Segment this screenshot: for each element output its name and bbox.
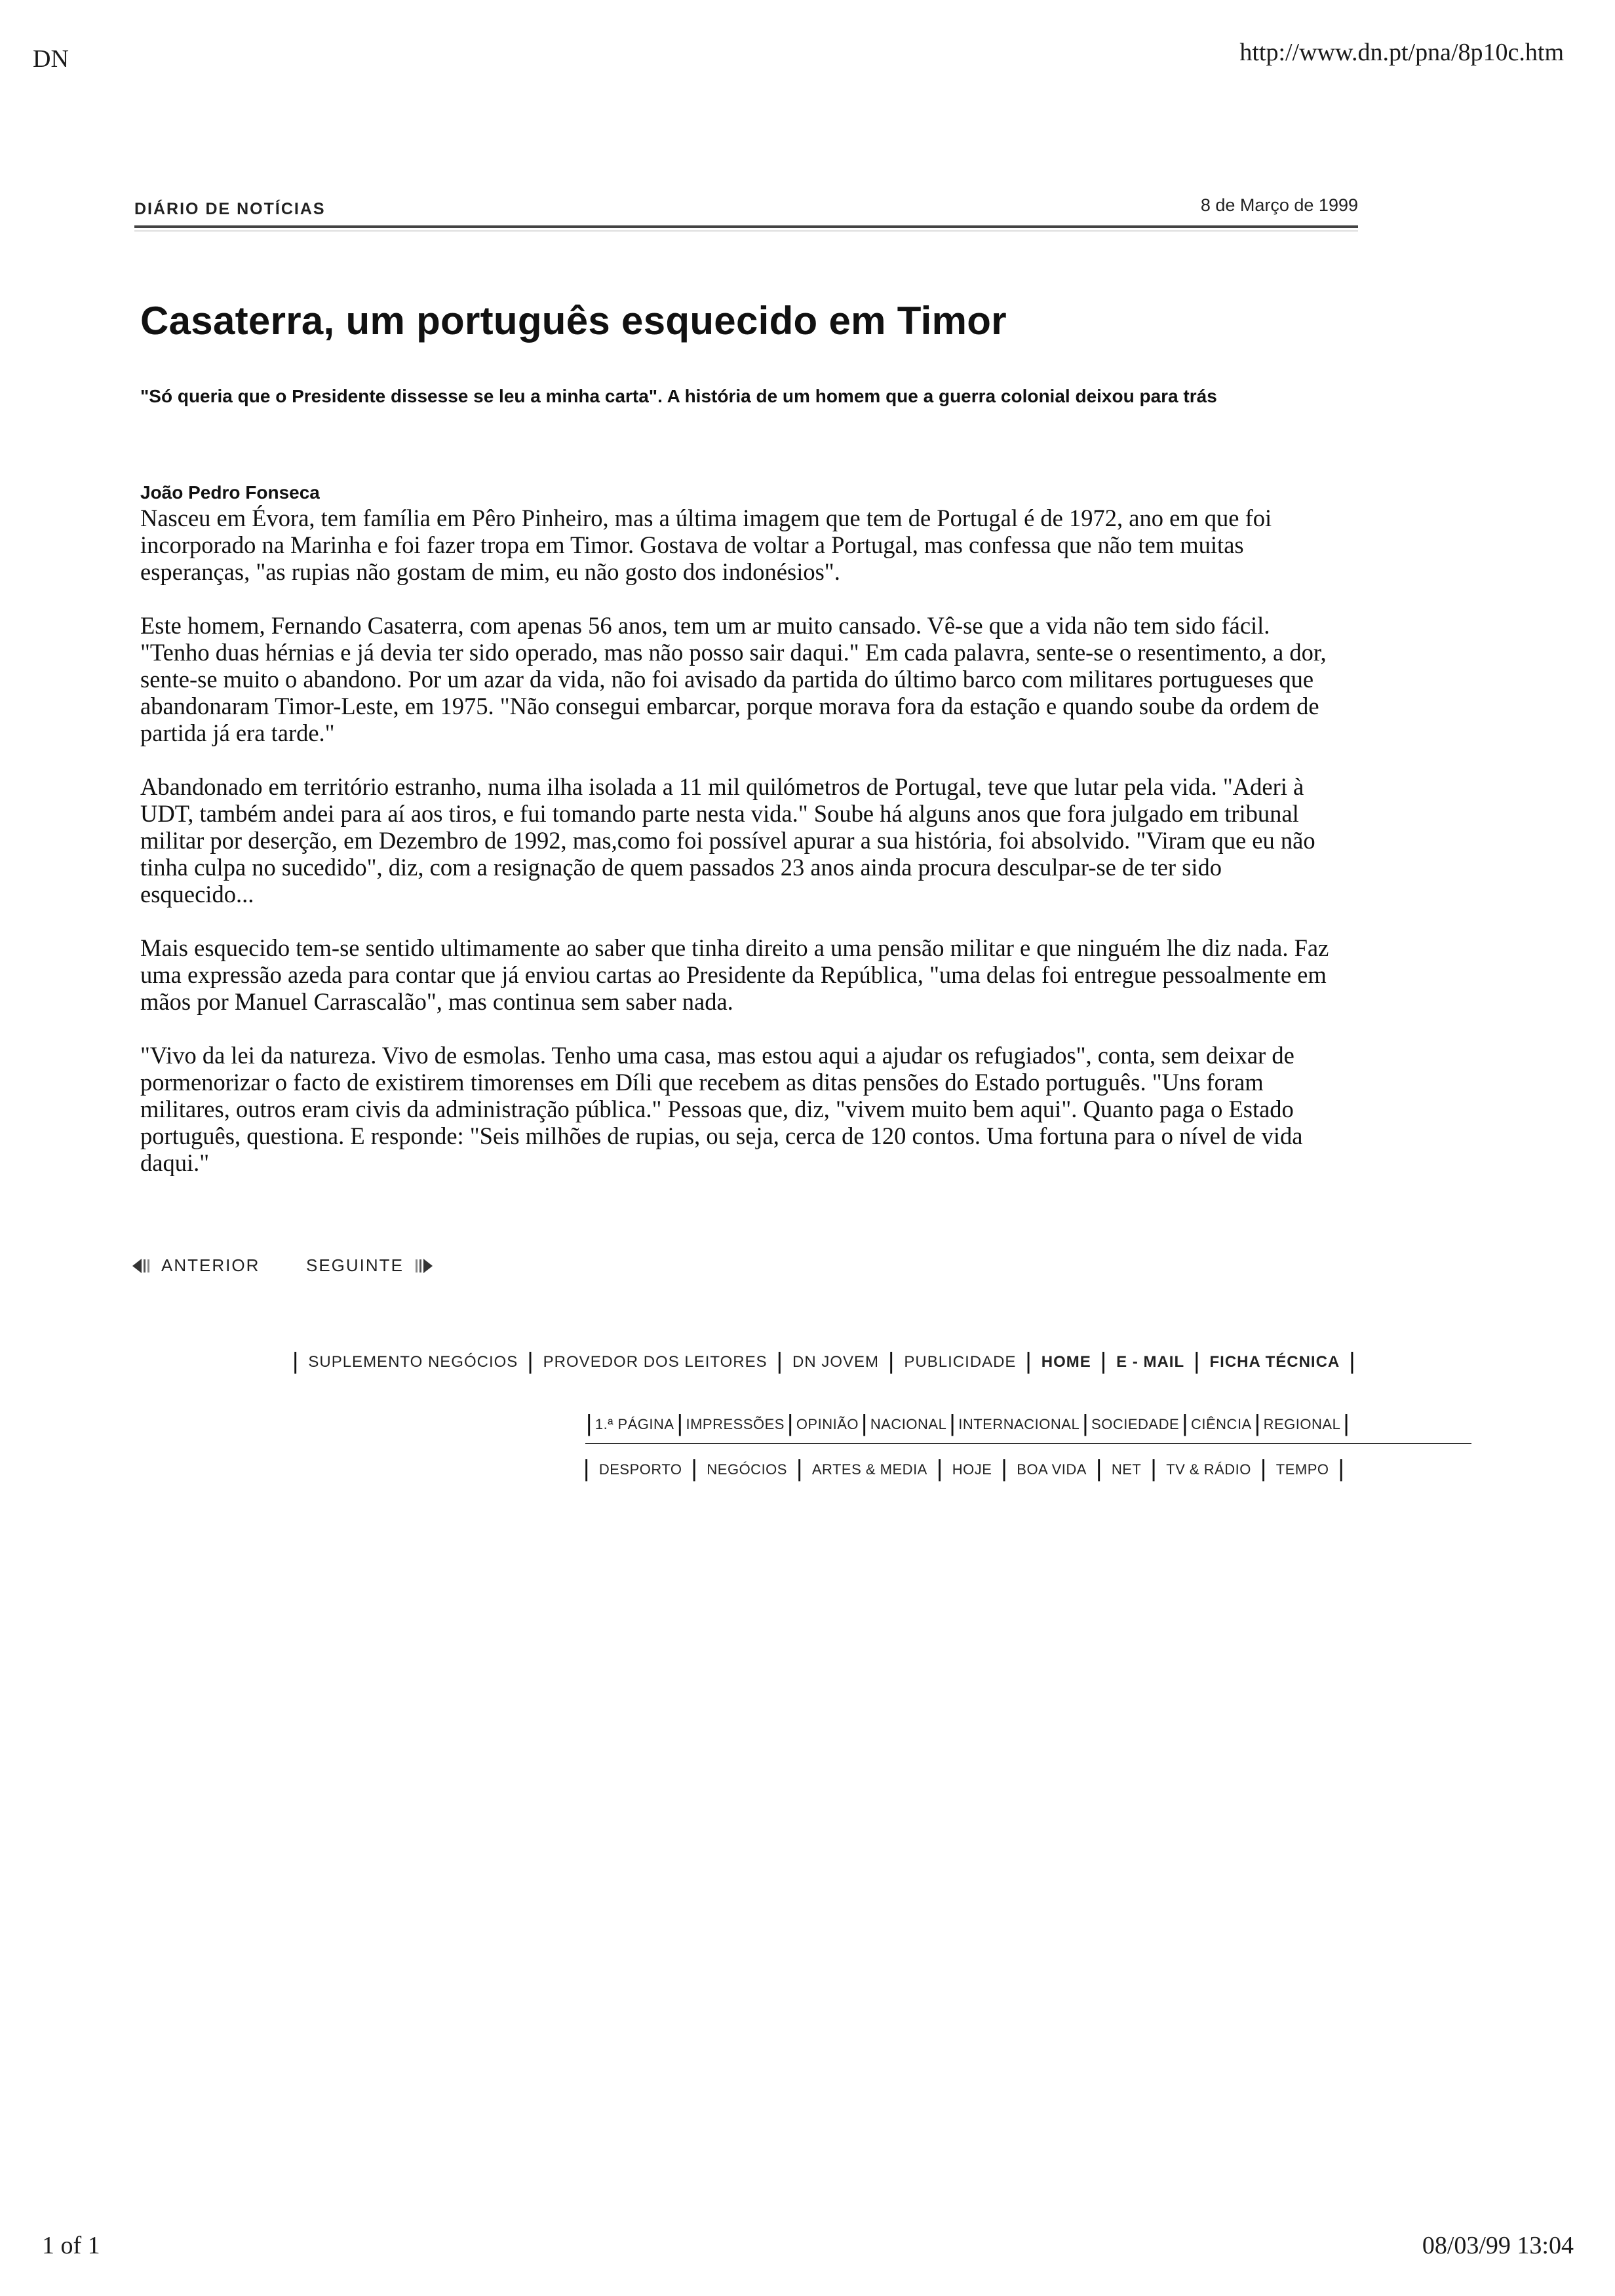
- nav-item-provedor-dos-leitores[interactable]: PROVEDOR DOS LEITORES: [543, 1353, 768, 1371]
- nav-item-dn-jovem[interactable]: DN JOVEM: [792, 1353, 880, 1371]
- masthead-logo[interactable]: DIÁRIO DE NOTÍCIAS: [134, 200, 326, 218]
- nav-item-hoje[interactable]: HOJE: [952, 1461, 992, 1478]
- nav-item-desporto[interactable]: DESPORTO: [598, 1461, 682, 1478]
- article-author: João Pedro Fonseca: [140, 482, 320, 503]
- article-title: Casaterra, um português esquecido em Timor: [140, 299, 1007, 343]
- publication-date: 8 de Março de 1999: [1200, 195, 1358, 215]
- nav-item-publicidade[interactable]: PUBLICIDADE: [904, 1353, 1017, 1371]
- print-page-count: 1 of 1: [42, 2232, 100, 2259]
- nav-item-negocios[interactable]: NEGÓCIOS: [707, 1461, 787, 1478]
- next-label: SEGUINTE: [306, 1255, 404, 1275]
- previous-label: ANTERIOR: [161, 1255, 260, 1275]
- nav-row-primary: | SUPLEMENTO NEGÓCIOS | PROVEDOR DOS LEITORES | DN JOVEM | PUBLICIDADE | HOME | E - MAIL | FICHA TÉCNICA |: [292, 1347, 1356, 1374]
- nav-item-net[interactable]: NET: [1111, 1461, 1142, 1478]
- nav-item-nacional[interactable]: NACIONAL: [870, 1416, 947, 1432]
- nav-divider: [585, 1443, 1471, 1444]
- nav-item-tempo[interactable]: TEMPO: [1275, 1461, 1329, 1478]
- nav-item-regional[interactable]: REGIONAL: [1263, 1416, 1341, 1432]
- masthead-rule: [134, 225, 1358, 228]
- nav-item-boa-vida[interactable]: BOA VIDA: [1017, 1461, 1087, 1478]
- nav-item-internacional[interactable]: INTERNACIONAL: [958, 1416, 1080, 1432]
- print-site-label: DN: [33, 45, 69, 73]
- nav-item-sociedade[interactable]: SOCIEDADE: [1091, 1416, 1180, 1432]
- next-link[interactable]: [306, 1255, 434, 1276]
- article-body: [140, 505, 1340, 1203]
- nav-item-email[interactable]: E - MAIL: [1116, 1353, 1185, 1371]
- nav-item-home[interactable]: HOME: [1041, 1353, 1091, 1371]
- arrow-left-icon: [131, 1256, 153, 1276]
- nav-item-suplemento-negocios[interactable]: SUPLEMENTO NEGÓCIOS: [308, 1353, 518, 1371]
- article-paragraph: Este homem, Fernando Casaterra, com apenas 56 anos, tem um ar muito cansado. Vê-se que a vida não tem sido fácil. "Tenho duas hérnias e já devia ter sido operado, mas não posso sair daqui." Em cada palavra, sente-se o resentimento, a dor, sente-se muito o abandono. Por um azar da vida, não foi avisado da partida do último barco com militares portugueses que abandonaram Timor-Leste, em 1975. "Não consegui embarcar, porque morava fora da estação e quando soube da ordem de partida já era tarde.": [140, 612, 1327, 746]
- nav-item-ciencia[interactable]: CIÊNCIA: [1191, 1416, 1252, 1432]
- arrow-right-icon: [412, 1256, 434, 1276]
- previous-link[interactable]: [131, 1255, 260, 1276]
- article-paragraph: Nasceu em Évora, tem família em Pêro Pinheiro, mas a última imagem que tem de Portugal é de 1972, ano em que foi incorporado na Marinha e foi fazer tropa em Timor. Gostava de voltar a Portugal, mas confessa que não tem muitas esperanças, "as rupias não gostam de mim, eu não gosto dos indonésios".: [140, 505, 1272, 585]
- nav-item-ficha-tecnica[interactable]: FICHA TÉCNICA: [1209, 1353, 1340, 1371]
- nav-item-artes-media[interactable]: ARTES & MEDIA: [811, 1461, 927, 1478]
- nav-row-sections: | 1.ª PÁGINA | IMPRESSÕES | OPINIÃO | NACIONAL | INTERNACIONAL | SOCIEDADE | CIÊNCIA | REGIONAL |: [586, 1409, 1350, 1436]
- nav-item-tv-radio[interactable]: TV & RÁDIO: [1166, 1461, 1251, 1478]
- print-url[interactable]: http://www.dn.pt/pna/8p10c.htm: [1239, 39, 1564, 66]
- article-paragraph: Abandonado em território estranho, numa ilha isolada a 11 mil quilómetros de Portugal, teve que lutar pela vida. "Aderi à UDT, também andei para aí aos tiros, e fui tomando parte nesta vida." Soube há alguns anos que fora julgado em tribunal militar por deserção, em Dezembro de 1992, mas,como foi possível apurar a sua história, foi absolvido. "Viram que eu não tinha culpa no sucedido", diz, com a resignação de quem passados 23 anos ainda procura desculpar-se de ter sido esquecido...: [140, 773, 1315, 908]
- nav-row-more-sections: | DESPORTO | NEGÓCIOS | ARTES & MEDIA | HOJE | BOA VIDA | NET | TV & RÁDIO | TEMPO |: [583, 1455, 1345, 1482]
- print-datetime: 08/03/99 13:04: [1422, 2232, 1574, 2259]
- article-paragraph: "Vivo da lei da natureza. Vivo de esmolas. Tenho uma casa, mas estou aqui a ajudar os refugiados", conta, sem deixar de pormenorizar o facto de existirem timorenses em Díli que recebem as ditas pensões do Estado português. "Uns foram militares, outros eram civis da administração pública." Pessoas que, diz, "vivem muito bem aqui". Quanto paga o Estado português, questiona. E responde: "Seis milhões de rupias, ou seja, cerca de 120 contos. Uma fortuna para o nível de vida daqui.": [140, 1042, 1303, 1176]
- nav-item-opiniao[interactable]: OPINIÃO: [796, 1416, 859, 1432]
- nav-item-impressoes[interactable]: IMPRESSÕES: [686, 1416, 785, 1432]
- article-lead: "Só queria que o Presidente dissesse se leu a minha carta". A história de um homem que a guerra colonial deixou para trás: [140, 386, 1217, 406]
- nav-item-primeira-pagina[interactable]: 1.ª PÁGINA: [594, 1416, 674, 1432]
- article-paragraph: Mais esquecido tem-se sentido ultimamente ao saber que tinha direito a uma pensão militar e que ninguém lhe diz nada. Faz uma expressão azeda para contar que já enviou cartas ao Presidente da República, "uma delas foi entregue pessoalmente em mãos por Manuel Carrascalão", mas continua sem saber nada.: [140, 934, 1329, 1015]
